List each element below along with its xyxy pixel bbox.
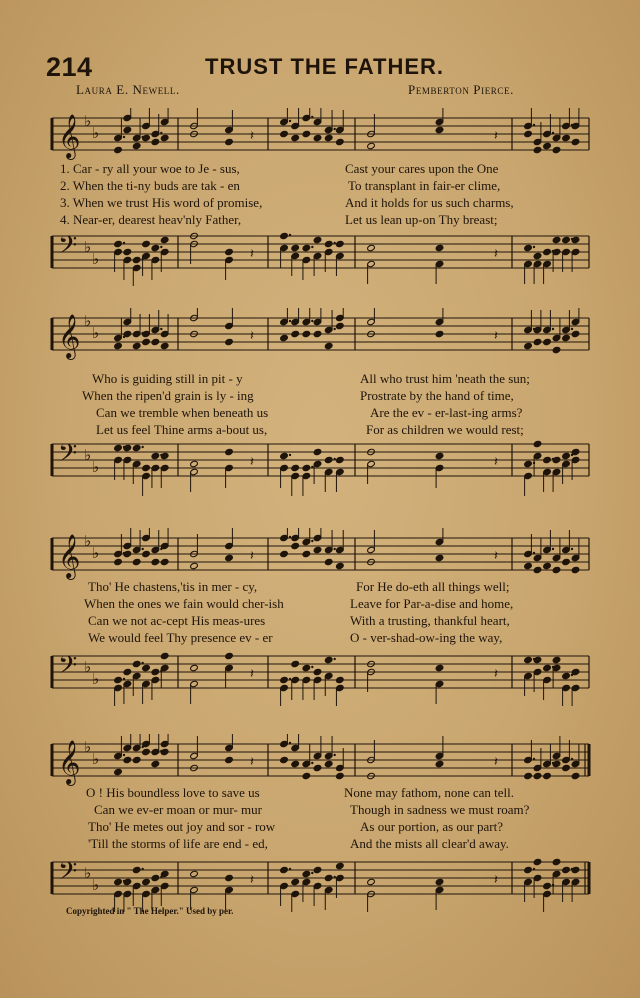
lyric-part-a: Can we tremble when beneath us bbox=[96, 405, 269, 420]
lyric-part-b: Though in sadness we must roam? bbox=[350, 802, 530, 817]
lyric-part-a: O ! His boundless love to save us bbox=[86, 785, 260, 800]
page-number: 214 bbox=[46, 52, 93, 82]
music-system-3 bbox=[0, 528, 640, 698]
verse-2-line bbox=[60, 595, 590, 612]
verse-1-line bbox=[60, 578, 590, 595]
bass-staff bbox=[0, 646, 640, 706]
svg-text:♭: ♭ bbox=[92, 876, 100, 894]
lyric-part-b: As our portion, as our part? bbox=[360, 819, 503, 834]
bass-staff bbox=[0, 226, 640, 286]
svg-text:♭: ♭ bbox=[92, 670, 100, 688]
hymn-title: TRUST THE FATHER. bbox=[205, 54, 445, 79]
lyric-part-b: With a trusting, thankful heart, bbox=[350, 613, 510, 628]
svg-text:𝄽: 𝄽 bbox=[250, 873, 254, 888]
verse-2-line bbox=[60, 801, 590, 818]
svg-text:𝄽: 𝄽 bbox=[250, 755, 254, 770]
svg-text:𝄽: 𝄽 bbox=[250, 667, 254, 682]
svg-text:𝄞: 𝄞 bbox=[58, 740, 81, 784]
svg-text:♭: ♭ bbox=[84, 312, 92, 330]
verse-3-line bbox=[60, 612, 590, 629]
lyric-part-b: For He do-eth all things well; bbox=[356, 579, 510, 594]
svg-text:♭: ♭ bbox=[84, 658, 92, 676]
lyric-part-b: For as children we would rest; bbox=[366, 422, 524, 437]
treble-staff bbox=[0, 108, 640, 168]
lyricist-credit: Laura E. Newell. bbox=[76, 82, 180, 97]
lyric-part-b: Let us lean up-on Thy breast; bbox=[345, 212, 498, 227]
svg-text:𝄽: 𝄽 bbox=[494, 667, 498, 682]
copyright-notice: Copyrighted in " The Helper." Used by per. bbox=[66, 906, 234, 916]
verse-3-line bbox=[60, 404, 590, 421]
lyric-part-a: 2. When the ti-ny buds are tak - en bbox=[60, 178, 240, 193]
lyric-part-b: O - ver-shad-ow-ing the way, bbox=[350, 630, 503, 645]
verse-1-line bbox=[60, 784, 590, 801]
treble-staff bbox=[0, 308, 640, 368]
lyric-part-a: 4. Near-er, dearest heav'nly Father, bbox=[60, 212, 242, 227]
svg-text:♭: ♭ bbox=[92, 324, 100, 342]
verse-1-line bbox=[60, 160, 590, 177]
lyric-part-a: 'Till the storms of life are end - ed, bbox=[88, 836, 268, 851]
svg-text:𝄞: 𝄞 bbox=[58, 534, 81, 578]
svg-text:♭: ♭ bbox=[84, 532, 92, 550]
verse-2-line bbox=[60, 177, 590, 194]
lyric-part-b: Prostrate by the hand of time, bbox=[360, 388, 514, 403]
lyric-part-b: And it holds for us such charms, bbox=[345, 195, 514, 210]
svg-text:𝄢: 𝄢 bbox=[58, 231, 78, 266]
bass-staff bbox=[0, 434, 640, 504]
lyric-part-b: Are the ev - er-last-ing arms? bbox=[370, 405, 523, 420]
lyric-part-a: 1. Car - ry all your woe to Je - sus, bbox=[60, 161, 240, 176]
svg-text:𝄽: 𝄽 bbox=[494, 247, 498, 262]
svg-text:♭: ♭ bbox=[92, 458, 100, 476]
music-system-1 bbox=[0, 108, 640, 278]
svg-text:𝄽: 𝄽 bbox=[494, 549, 498, 564]
lyric-part-b: All who trust him 'neath the sun; bbox=[360, 371, 530, 386]
svg-text:♭: ♭ bbox=[84, 446, 92, 464]
svg-text:♭: ♭ bbox=[92, 250, 100, 268]
svg-text:𝄞: 𝄞 bbox=[58, 314, 81, 358]
music-system-4 bbox=[0, 734, 640, 904]
svg-text:♭: ♭ bbox=[84, 238, 92, 256]
svg-text:♭: ♭ bbox=[84, 738, 92, 756]
svg-text:𝄽: 𝄽 bbox=[250, 329, 254, 344]
svg-text:♭: ♭ bbox=[92, 544, 100, 562]
lyric-part-a: 3. When we trust His word of promise, bbox=[60, 195, 263, 210]
svg-text:𝄢: 𝄢 bbox=[58, 439, 78, 474]
svg-text:𝄢: 𝄢 bbox=[58, 651, 78, 686]
svg-text:𝄞: 𝄞 bbox=[58, 114, 81, 158]
verse-4-line bbox=[60, 629, 590, 646]
verse-3-line bbox=[60, 818, 590, 835]
verse-2-line bbox=[60, 387, 590, 404]
svg-text:𝄢: 𝄢 bbox=[58, 857, 78, 892]
svg-text:𝄽: 𝄽 bbox=[250, 549, 254, 564]
composer-credit: Pemberton Pierce. bbox=[408, 82, 514, 97]
lyric-part-a: Can we ev-er moan or mur- mur bbox=[94, 802, 262, 817]
lyric-part-a: Tho' He chastens,'tis in mer - cy, bbox=[88, 579, 258, 594]
svg-text:𝄽: 𝄽 bbox=[494, 873, 498, 888]
lyric-part-b: And the mists all clear'd away. bbox=[350, 836, 509, 851]
verse-3-line bbox=[60, 194, 590, 211]
svg-text:𝄽: 𝄽 bbox=[250, 455, 254, 470]
lyric-part-a: We would feel Thy presence ev - er bbox=[88, 630, 273, 645]
svg-text:♭: ♭ bbox=[84, 864, 92, 882]
page-header bbox=[0, 52, 640, 86]
music-system-2 bbox=[0, 308, 640, 498]
verse-1-line bbox=[60, 370, 590, 387]
lyric-part-b: To transplant in fair-er clime, bbox=[348, 178, 501, 193]
lyric-part-b: None may fathom, none can tell. bbox=[344, 785, 515, 800]
lyric-part-a: When the ripen'd grain is ly - ing bbox=[82, 388, 254, 403]
lyric-part-a: Let us feel Thine arms a-bout us, bbox=[96, 422, 268, 437]
verse-4-line bbox=[60, 835, 590, 852]
svg-text:♭: ♭ bbox=[92, 750, 100, 768]
svg-text:𝄽: 𝄽 bbox=[494, 755, 498, 770]
svg-text:♭: ♭ bbox=[92, 124, 100, 142]
svg-text:𝄽: 𝄽 bbox=[250, 129, 254, 144]
lyric-part-b: Cast your cares upon the One bbox=[345, 161, 499, 176]
svg-text:𝄽: 𝄽 bbox=[250, 247, 254, 262]
lyric-part-a: Who is guiding still in pit - y bbox=[92, 371, 243, 386]
lyric-part-a: When the ones we fain would cher-ish bbox=[84, 596, 284, 611]
svg-text:♭: ♭ bbox=[84, 112, 92, 130]
lyric-part-a: Tho' He metes out joy and sor - row bbox=[88, 819, 276, 834]
svg-text:𝄽: 𝄽 bbox=[494, 329, 498, 344]
lyric-part-b: Leave for Par-a-dise and home, bbox=[350, 596, 514, 611]
svg-text:𝄽: 𝄽 bbox=[494, 455, 498, 470]
lyric-part-a: Can we not ac-cept His meas-ures bbox=[88, 613, 266, 628]
svg-text:𝄽: 𝄽 bbox=[494, 129, 498, 144]
bass-staff bbox=[0, 852, 640, 912]
